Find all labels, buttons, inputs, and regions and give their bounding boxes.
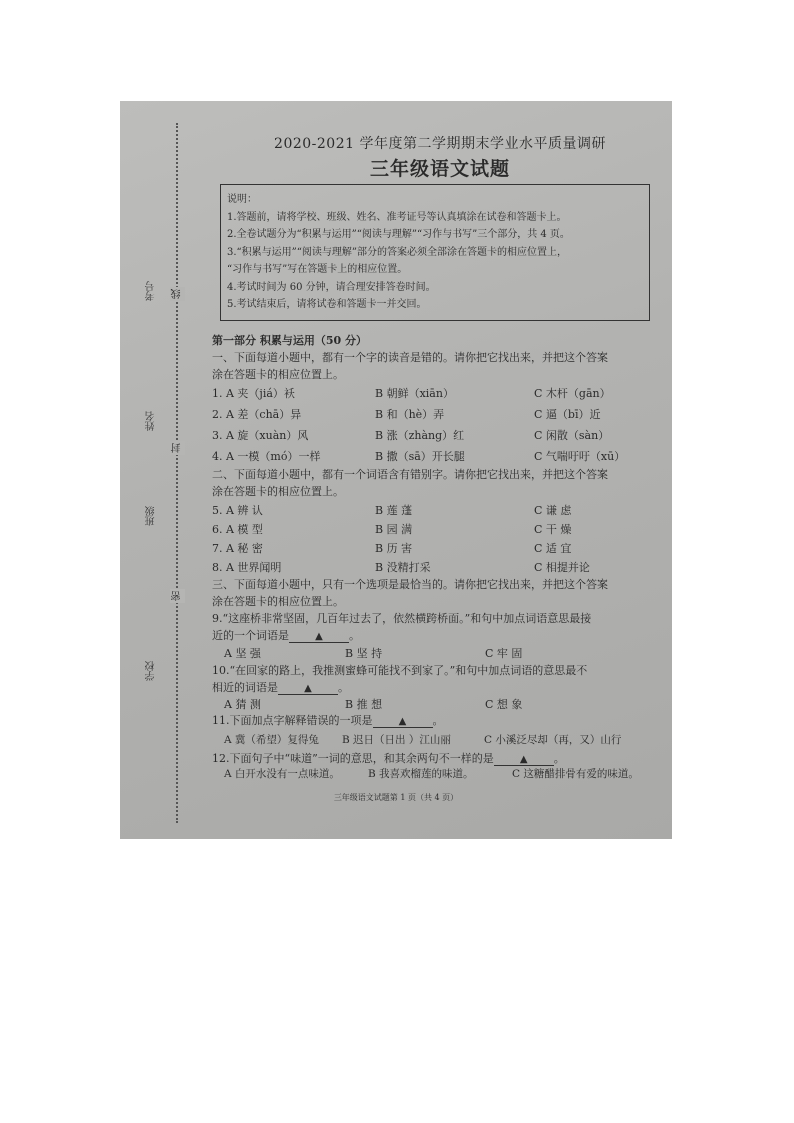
section-instruction: 二、下面每道小题中，都有一个词语含有错别字。请你把它找出来，并把这个答案 <box>212 468 608 481</box>
instructions-box <box>220 184 650 321</box>
question-11-stem: 11.下面加点字解释错误的一项是▲ 。 <box>212 712 444 728</box>
question-10-stem-end: 相近的词语是▲ 。 <box>212 679 349 695</box>
exam-subtitle: 三年级语文试题 <box>369 158 510 180</box>
cut-mark-seal: 封 <box>172 443 183 453</box>
section-instruction: 三、下面每道小题中，只有一个选项是最恰当的。请你把它找出来，并把这个答案 <box>212 578 608 591</box>
instruction-line: 4.考试时间为 60 分钟，请合理安排答卷时间。 <box>227 281 436 293</box>
question-10-stem: 10.“在回家的路上，我推测蜜蜂可能找不到家了。”和句中加点词语的意思最不 <box>212 664 588 677</box>
section-instruction: 涂在答题卡的相应位置上。 <box>212 368 344 381</box>
answer-blank <box>373 716 433 728</box>
section-instruction: 一、下面每道小题中，都有一个字的读音是错的。请你把它找出来，并把这个答案 <box>212 351 608 364</box>
answer-blank <box>278 683 338 695</box>
instruction-line: “习作与书写”写在答题卡上的相应位置。 <box>227 264 408 275</box>
instruction-line: 5.考试结束后，请将试卷和答题卡一并交回。 <box>227 299 427 310</box>
answer-blank <box>494 754 554 766</box>
answer-blank <box>289 631 349 643</box>
field-school: 学校 <box>146 661 157 681</box>
part-title: 第一部分 积累与运用（50 分） <box>212 334 367 347</box>
field-name: 姓名 <box>146 411 157 431</box>
instruction-line: 3.“积累与运用”“阅读与理解”部分的答案必须全部涂在答题卡的相应位置上， <box>227 246 567 258</box>
page-footer: 三年级语文试题第 1 页（共 4 页） <box>333 793 459 802</box>
exam-title: 2020-2021 学年度第二学期期末学业水平质量调研 <box>274 136 606 152</box>
section-instruction: 涂在答题卡的相应位置上。 <box>212 595 344 608</box>
field-class: 班级 <box>146 506 157 526</box>
exam-photo: 考号 姓名 班级 学校 线 封 密 2020-2021 学年度第二学期期末学业水平质量调研 三年级语文试题 说明： 1.答题前，请将学校、班级、姓名、准考证号等认真填涂在试卷和答题卡上。 2.全卷试题分为“积累与运用”“阅读与理解”“习作与书写”三个部分，共 4 页。 3.“积累与运用”“阅读与理解”部分的答案必须全部涂在答题卡的相应位置上， “习作与书写”写在答题卡上的相应位置。 4.考试时间为 60 分钟，请合理安排答卷时间。 5.考试结束后，请将试卷和答题卡一并交回。 第一部分 积累与运用（50 分） 一、下面每道小题中，都有一个字的读音是错的。请你把它找出来，并把这个答案 涂在答题卡的相应位置上。 1. A 夹（jiá）袄 B 朝鲜（xiān） C 木杆（gān） 2. A 差（chā）异 B 和（hè）弄 C 逼（bī）近 3. A 旋（xuàn）风 B 涨（zhàng）红 C 闲散（sàn） 4. A 一模（mó）一样 B 撒（sā）开长腿 C 气喘吁吁（xū） 二、下面每道小题中，都有一个词语含有错别字。请你把它找出来，并把这个答案 涂在答题卡的相应位置上。 5. A 辨 认 B 莲 蓬 C 谦 虑 6. A 模 型 B 园 满 C 干 燥 7. A 秘 密 B 历 害 C 适 宜 8. A 世界闻明 B 没精打采 C 相提并论 三、下面每道小题中，只有一个选项是最恰当的。请你把它找出来，并把这个答案 涂在答题卡的相应位置上。 9.“这座桥非常坚固，几百年过去了，依然横跨桥面。”和句中加点词语意思最接 近的一个词语是▲ 。 A 坚 强 B 坚 持 C 牢 固 10.“在回家的路上，我推测蜜蜂可能找不到家了。”和句中加点词语的意思最不 相近的词语是▲ 。 A 猜 测 B 推 想 C 想 象 11.下面加点字解释错误的一项是▲ 。 A 冀（希望）复得兔 B 迟日（日出 ）江山丽 C 小溪泛尽却（再，又）山行 12.下面句子中“味道”一词的意思，和其余两句不一样的是▲ 。 A 白开水没有一点味道。 B 我喜欢榴莲的味道。 C 这糖醋排骨有爱的味道。 三年级语文试题第 1 页（共 4 页） <box>120 101 672 839</box>
binding-dotted-line <box>176 123 178 823</box>
cut-mark-secret: 密 <box>172 591 183 601</box>
section-instruction: 涂在答题卡的相应位置上。 <box>212 485 344 498</box>
cut-mark-line: 线 <box>172 289 183 299</box>
instructions-heading: 说明： <box>227 194 257 205</box>
question-9-stem-end: 近的一个词语是▲ 。 <box>212 627 360 643</box>
instruction-line: 1.答题前，请将学校、班级、姓名、准考证号等认真填涂在试卷和答题卡上。 <box>227 211 567 223</box>
field-exam-number: 考号 <box>146 281 157 301</box>
question-12-stem: 12.下面句子中“味道”一词的意思，和其余两句不一样的是▲ 。 <box>212 750 565 766</box>
question-9-stem: 9.“这座桥非常坚固，几百年过去了，依然横跨桥面。”和句中加点词语意思最接 <box>212 612 592 625</box>
instruction-line: 2.全卷试题分为“积累与运用”“阅读与理解”“习作与书写”三个部分，共 4 页。 <box>227 229 570 240</box>
